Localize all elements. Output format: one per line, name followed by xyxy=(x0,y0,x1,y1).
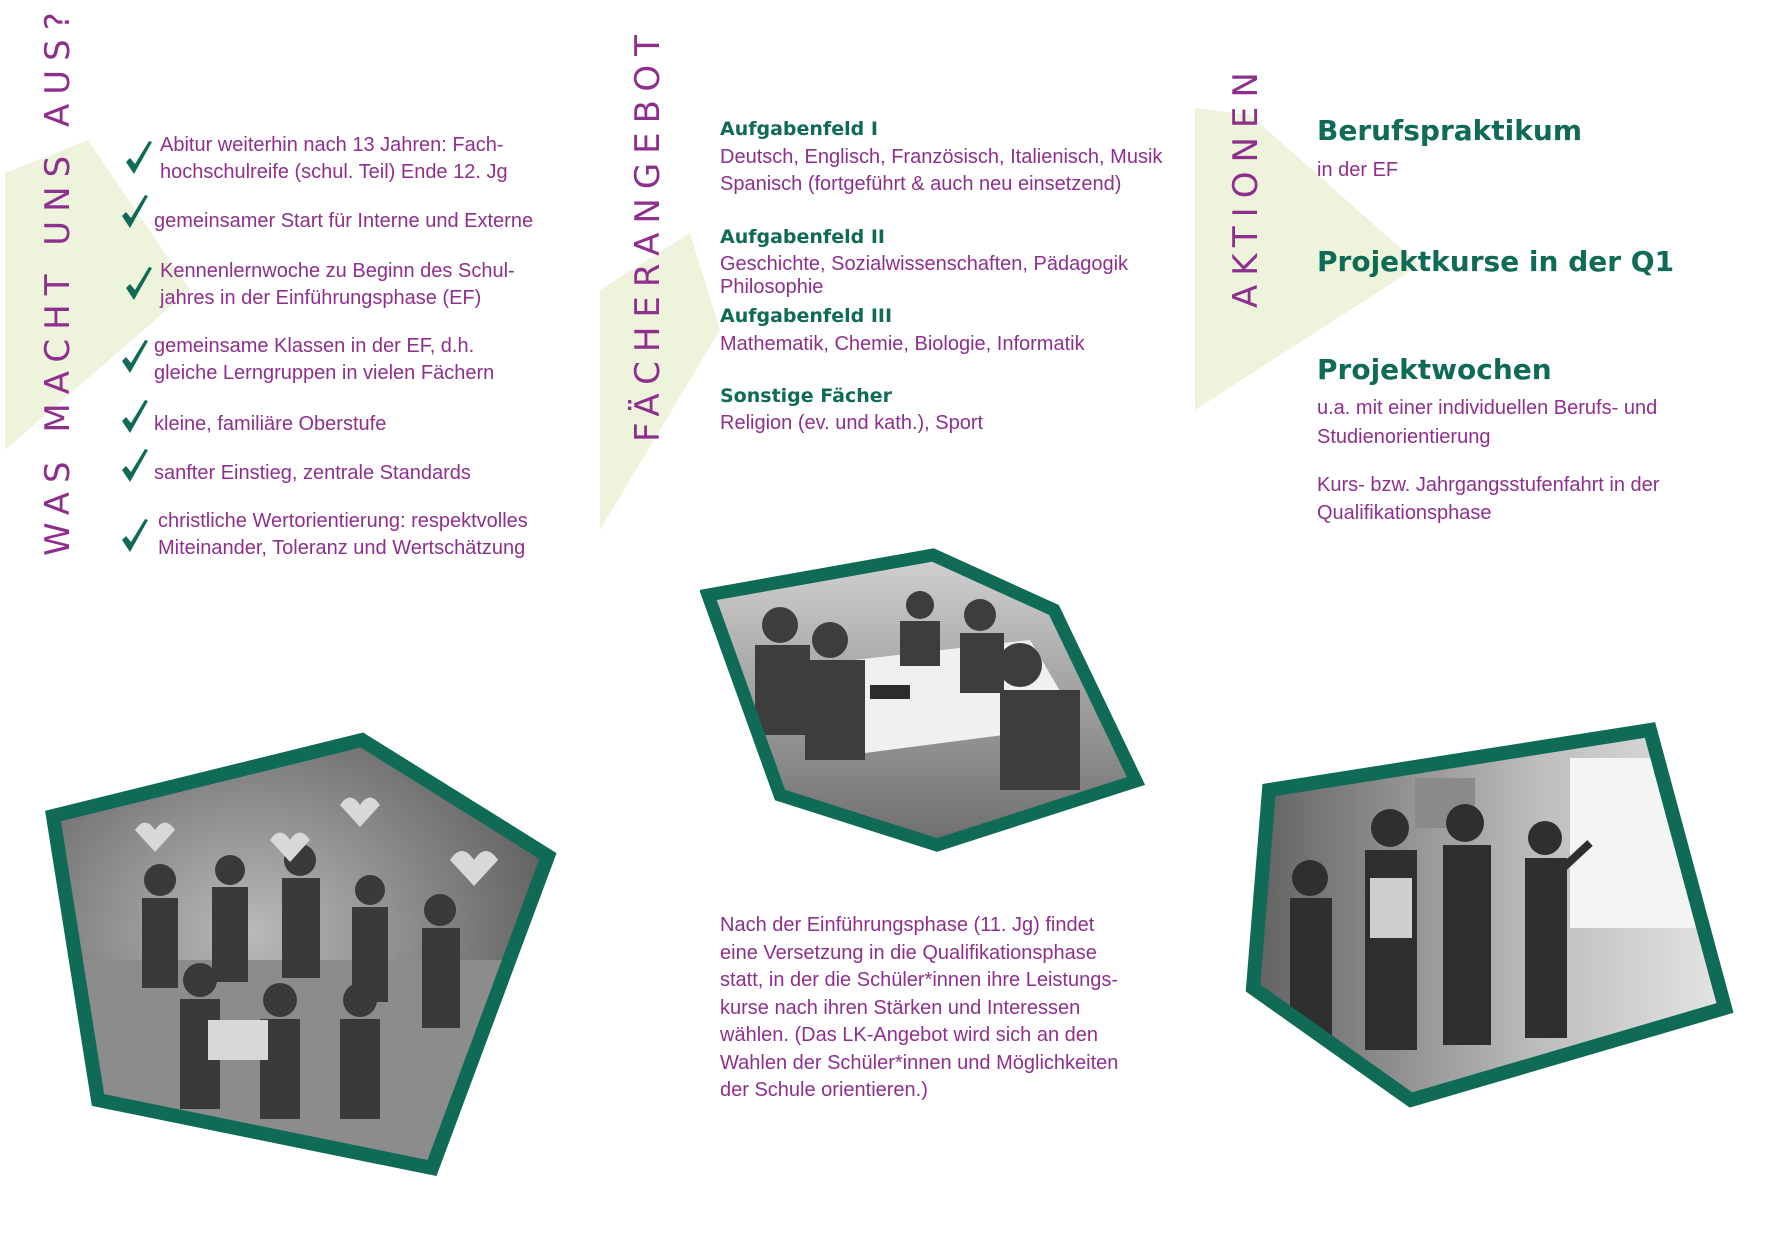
action-line: Studienorientierung xyxy=(1317,426,1491,448)
field-heading: Aufgabenfeld I xyxy=(720,118,878,140)
field-heading: Aufgabenfeld II xyxy=(720,226,885,248)
field-heading: Aufgabenfeld III xyxy=(720,305,893,327)
bullet-line: jahres in der Einführungsphase (EF) xyxy=(160,287,482,309)
check-icon xyxy=(124,266,154,304)
paragraph-line: kurse nach ihren Stärken und Interessen xyxy=(720,996,1081,1019)
field-line: Religion (ev. und kath.), Sport xyxy=(720,412,984,434)
check-icon xyxy=(120,339,150,377)
check-icon xyxy=(120,448,150,486)
presentation-photo xyxy=(1245,718,1735,1108)
paragraph-line: Wahlen der Schüler*innen und Möglichkeiten xyxy=(720,1051,1119,1074)
paragraph-line: Nach der Einführungsphase (11. Jg) findet xyxy=(720,914,1095,936)
action-line: Qualifikationsphase xyxy=(1317,502,1492,524)
action-line: in der EF xyxy=(1317,159,1399,181)
right-section-title: AKTIONEN xyxy=(1226,63,1266,308)
check-icon xyxy=(120,518,150,556)
bullet-line: gleiche Lerngruppen in vielen Fächern xyxy=(154,362,495,384)
bullet-line: Miteinander, Toleranz und Wertschätzung xyxy=(158,537,526,559)
field-line: Deutsch, Englisch, Französisch, Italienisch, Musik xyxy=(720,146,1163,168)
bullet-line: kleine, familiäre Oberstufe xyxy=(154,413,387,435)
left-section-title: WAS MACHT UNS AUS? xyxy=(38,3,78,556)
paragraph-line: statt, in der die Schüler*innen ihre Leistungs- xyxy=(720,969,1119,991)
bullet-line: christliche Wertorientierung: respektvolles xyxy=(158,510,528,532)
check-icon xyxy=(124,140,154,178)
bullet-line: sanfter Einstieg, zentrale Standards xyxy=(154,462,471,484)
action-line: Kurs- bzw. Jahrgangsstufenfahrt in der xyxy=(1317,474,1660,496)
field-line: Spanisch (fortgeführt & auch neu einsetzend) xyxy=(720,173,1122,195)
bullet-line: Abitur weiterhin nach 13 Jahren: Fach- xyxy=(160,134,504,156)
check-icon xyxy=(120,194,150,232)
action-heading: Berufspraktikum xyxy=(1317,114,1583,147)
classroom-photo xyxy=(700,545,1150,855)
action-heading: Projektwochen xyxy=(1317,353,1552,386)
paragraph-line: wählen. (Das LK-Angebot wird sich an den xyxy=(720,1024,1098,1046)
field-heading: Sonstige Fächer xyxy=(720,385,893,407)
bullet-line: gemeinsamer Start für Interne und Externe xyxy=(154,210,534,232)
bullet-line: Kennenlernwoche zu Beginn des Schul- xyxy=(160,260,515,282)
action-line: u.a. mit einer individuellen Berufs- und xyxy=(1317,397,1658,419)
group-photo xyxy=(40,730,570,1180)
field-line: Mathematik, Chemie, Biologie, Informatik xyxy=(720,333,1085,355)
check-icon xyxy=(120,399,150,437)
paragraph-line: eine Versetzung in die Qualifikationsphase xyxy=(720,941,1097,964)
action-heading: Projektkurse in der Q1 xyxy=(1317,245,1675,278)
bullet-line: gemeinsame Klassen in der EF, d.h. xyxy=(154,335,475,357)
paragraph-line: der Schule orientieren.) xyxy=(720,1079,928,1101)
bullet-line: hochschulreife (schul. Teil) Ende 12. Jg xyxy=(160,161,508,183)
field-line: Geschichte, Sozialwissenschaften, Pädagogik xyxy=(720,253,1129,275)
middle-section-title: FÄCHERANGEBOT xyxy=(628,26,668,442)
field-line: Philosophie xyxy=(720,276,824,298)
